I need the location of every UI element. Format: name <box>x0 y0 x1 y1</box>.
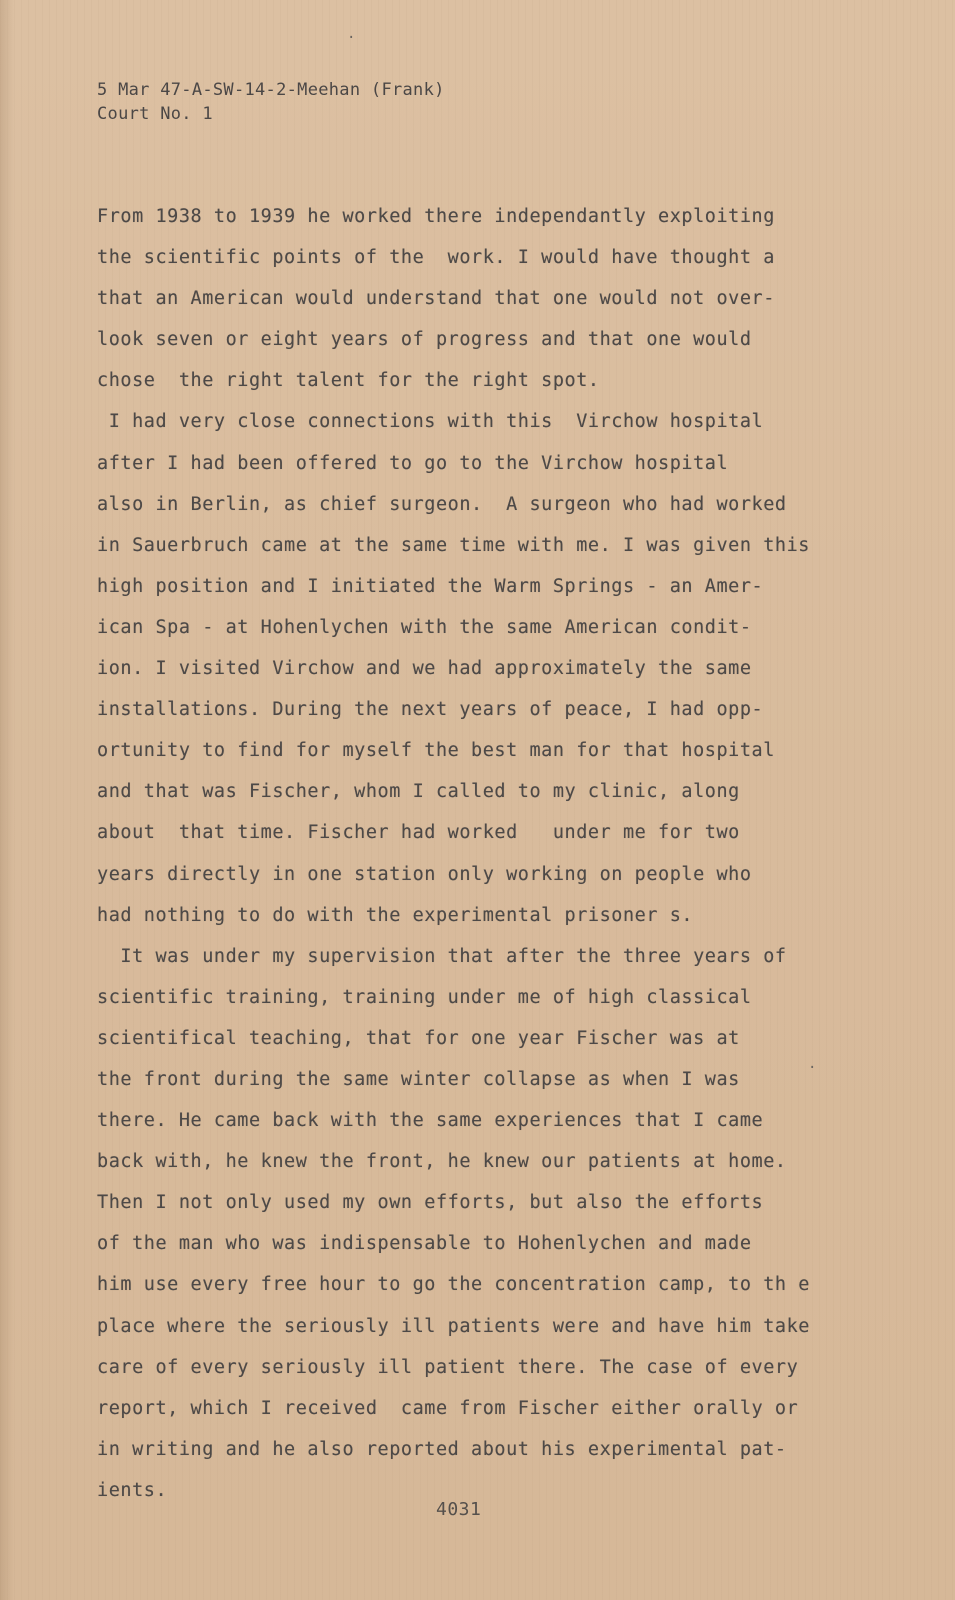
page-number: 4031 <box>436 1499 482 1520</box>
text-line: him use every free hour to go the concentration camp, to th e <box>97 1274 810 1296</box>
text-line: also in Berlin, as chief surgeon. A surgeon who had worked <box>97 493 787 515</box>
text-line: place where the seriously ill patients were and have him take <box>97 1315 810 1337</box>
paper-speck: · <box>347 30 356 46</box>
header-reference: 5 Mar 47-A-SW-14-2-Meehan (Frank) <box>97 80 445 100</box>
text-line: look seven or eight years of progress and that one would <box>97 329 752 351</box>
text-line: care of every seriously ill patient there. The case of every <box>97 1356 799 1378</box>
text-line: there. He came back with the same experiences that I came <box>97 1110 764 1132</box>
text-line: in Sauerbruch came at the same time with me. I was given this <box>97 534 810 556</box>
text-line: I had very close connections with this Virchow hospital <box>97 411 764 433</box>
text-line: back with, he knew the front, he knew our patients at home. <box>97 1151 787 1173</box>
text-line: It was under my supervision that after the three years of <box>97 945 787 967</box>
text-line: high position and I initiated the Warm Springs - an Amer- <box>97 575 764 597</box>
text-line: ients. <box>97 1479 168 1501</box>
text-line: of the man who was indispensable to Hohenlychen and made <box>97 1233 752 1255</box>
document-body <box>97 196 857 1511</box>
text-line: had nothing to do with the experimental prisoner s. <box>97 904 694 926</box>
text-line: scientifical teaching, that for one year Fischer was at <box>97 1027 740 1049</box>
text-line: the scientific points of the work. I would have thought a <box>97 247 775 269</box>
document-header <box>97 78 445 126</box>
text-line: in writing and he also reported about his experimental pat- <box>97 1438 787 1460</box>
text-line: scientific training, training under me of high classical <box>97 986 752 1008</box>
text-line: ion. I visited Virchow and we had approximately the same <box>97 658 752 680</box>
text-line: Then I not only used my own efforts, but also the efforts <box>97 1192 764 1214</box>
text-line: years directly in one station only working on people who <box>97 863 752 885</box>
header-court: Court No. 1 <box>97 104 213 124</box>
text-line: ican Spa - at Hohenlychen with the same American condit- <box>97 616 752 638</box>
text-line: after I had been offered to go to the Virchow hospital <box>97 452 729 474</box>
text-line: and that was Fischer, whom I called to my clinic, along <box>97 781 740 803</box>
text-line: about that time. Fischer had worked under me for two <box>97 822 740 844</box>
text-line: chose the right talent for the right spot. <box>97 370 600 392</box>
text-line: the front during the same winter collapse as when I was <box>97 1068 740 1090</box>
text-line: From 1938 to 1939 he worked there independantly exploiting <box>97 206 775 227</box>
page-edge-shadow <box>0 0 14 1600</box>
text-line: report, which I received came from Fischer either orally or <box>97 1397 799 1419</box>
text-line: ortunity to find for myself the best man for that hospital <box>97 740 775 762</box>
paper-speck: · <box>808 1060 817 1076</box>
text-line: that an American would understand that one would not over- <box>97 288 775 310</box>
text-line: installations. During the next years of peace, I had opp- <box>97 699 764 721</box>
